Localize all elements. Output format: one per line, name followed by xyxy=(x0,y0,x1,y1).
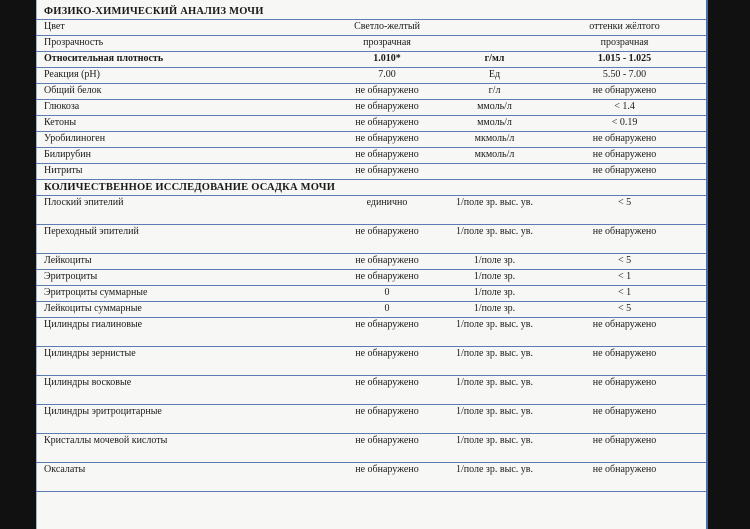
unit-cell: 1/поле зр. выс. ув. xyxy=(446,318,541,347)
reference-range-cell: < 5 xyxy=(541,254,706,270)
reference-range-cell: не обнаружено xyxy=(541,318,706,347)
reference-range-cell: 1.015 - 1.025 xyxy=(541,52,706,68)
unit-cell: 1/поле зр. xyxy=(446,270,541,286)
reference-range-cell: < 0.19 xyxy=(541,116,706,132)
result-value-cell: 1.010* xyxy=(326,52,446,68)
section-title: ФИЗИКО-ХИМИЧЕСКИЙ АНАЛИЗ МОЧИ xyxy=(36,4,706,20)
unit-cell xyxy=(446,20,541,36)
reference-range-cell: < 5 xyxy=(541,196,706,225)
reference-range-cell: не обнаружено xyxy=(541,132,706,148)
result-value-cell: 0 xyxy=(326,302,446,318)
reference-range-cell: не обнаружено xyxy=(541,148,706,164)
result-value-cell: 7.00 xyxy=(326,68,446,84)
result-value-cell: не обнаружено xyxy=(326,116,446,132)
result-value-cell: не обнаружено xyxy=(326,405,446,434)
reference-range-cell: не обнаружено xyxy=(541,463,706,492)
test-name-cell: Эритроциты суммарные xyxy=(36,286,326,302)
table-row xyxy=(36,376,706,405)
test-name-cell: Плоский эпителий xyxy=(36,196,326,225)
table-row xyxy=(36,20,706,36)
unit-cell: 1/поле зр. выс. ув. xyxy=(446,196,541,225)
result-value-cell: не обнаружено xyxy=(326,148,446,164)
unit-cell: г/мл xyxy=(446,52,541,68)
test-name-cell: Нитриты xyxy=(36,164,326,180)
table-row xyxy=(36,434,706,463)
reference-range-cell: не обнаружено xyxy=(541,225,706,254)
result-value-cell: прозрачная xyxy=(326,36,446,52)
table-row xyxy=(36,302,706,318)
unit-cell: 1/поле зр. выс. ув. xyxy=(446,225,541,254)
test-name-cell: Билирубин xyxy=(36,148,326,164)
unit-cell xyxy=(446,164,541,180)
reference-range-cell: < 5 xyxy=(541,302,706,318)
result-value-cell: не обнаружено xyxy=(326,132,446,148)
table-row xyxy=(36,148,706,164)
result-value-cell: 0 xyxy=(326,286,446,302)
reference-range-cell: 5.50 - 7.00 xyxy=(541,68,706,84)
test-name-cell: Общий белок xyxy=(36,84,326,100)
unit-cell: г/л xyxy=(446,84,541,100)
test-name-cell: Цвет xyxy=(36,20,326,36)
unit-cell: мкмоль/л xyxy=(446,148,541,164)
result-value-cell: не обнаружено xyxy=(326,318,446,347)
unit-cell: мкмоль/л xyxy=(446,132,541,148)
urinalysis-table xyxy=(36,4,706,492)
table-row xyxy=(36,270,706,286)
reference-range-cell: не обнаружено xyxy=(541,376,706,405)
test-name-cell: Переходный эпителий xyxy=(36,225,326,254)
reference-range-cell: оттенки жёлтого xyxy=(541,20,706,36)
unit-cell: 1/поле зр. xyxy=(446,254,541,270)
test-name-cell: Уробилиноген xyxy=(36,132,326,148)
test-name-cell: Цилиндры восковые xyxy=(36,376,326,405)
table-row xyxy=(36,318,706,347)
test-name-cell: Оксалаты xyxy=(36,463,326,492)
reference-range-cell: < 1 xyxy=(541,286,706,302)
table-row xyxy=(36,68,706,84)
test-name-cell: Кетоны xyxy=(36,116,326,132)
lab-report-page xyxy=(36,0,708,529)
result-value-cell: не обнаружено xyxy=(326,164,446,180)
table-row xyxy=(36,52,706,68)
result-value-cell: не обнаружено xyxy=(326,270,446,286)
page-right-border xyxy=(706,0,708,529)
table-row xyxy=(36,84,706,100)
test-name-cell: Глюкоза xyxy=(36,100,326,116)
test-name-cell: Эритроциты xyxy=(36,270,326,286)
table-row xyxy=(36,196,706,225)
test-name-cell: Относительная плотность xyxy=(36,52,326,68)
test-name-cell: Цилиндры зернистые xyxy=(36,347,326,376)
reference-range-cell: не обнаружено xyxy=(541,347,706,376)
result-value-cell: не обнаружено xyxy=(326,376,446,405)
table-row xyxy=(36,286,706,302)
test-name-cell: Лейкоциты суммарные xyxy=(36,302,326,318)
unit-cell: Ед xyxy=(446,68,541,84)
result-value-cell: не обнаружено xyxy=(326,84,446,100)
section-title: КОЛИЧЕСТВЕННОЕ ИССЛЕДОВАНИЕ ОСАДКА МОЧИ xyxy=(36,180,706,196)
unit-cell: 1/поле зр. выс. ув. xyxy=(446,405,541,434)
result-value-cell: Светло-желтый xyxy=(326,20,446,36)
table-row xyxy=(36,347,706,376)
result-value-cell: не обнаружено xyxy=(326,225,446,254)
reference-range-cell: < 1.4 xyxy=(541,100,706,116)
section-header-row xyxy=(36,180,706,196)
test-name-cell: Реакция (pH) xyxy=(36,68,326,84)
reference-range-cell: не обнаружено xyxy=(541,434,706,463)
unit-cell: 1/поле зр. выс. ув. xyxy=(446,376,541,405)
result-value-cell: не обнаружено xyxy=(326,463,446,492)
test-name-cell: Кристаллы мочевой кислоты xyxy=(36,434,326,463)
reference-range-cell: не обнаружено xyxy=(541,164,706,180)
test-name-cell: Лейкоциты xyxy=(36,254,326,270)
test-name-cell: Прозрачность xyxy=(36,36,326,52)
unit-cell: 1/поле зр. выс. ув. xyxy=(446,434,541,463)
table-row xyxy=(36,132,706,148)
section-header-row xyxy=(36,4,706,20)
table-row xyxy=(36,164,706,180)
table-row xyxy=(36,116,706,132)
table-row xyxy=(36,100,706,116)
result-value-cell: не обнаружено xyxy=(326,100,446,116)
unit-cell: 1/поле зр. выс. ув. xyxy=(446,463,541,492)
test-name-cell: Цилиндры гиалиновые xyxy=(36,318,326,347)
result-value-cell: не обнаружено xyxy=(326,254,446,270)
reference-range-cell: < 1 xyxy=(541,270,706,286)
result-value-cell: не обнаружено xyxy=(326,347,446,376)
unit-cell: 1/поле зр. выс. ув. xyxy=(446,347,541,376)
unit-cell: ммоль/л xyxy=(446,100,541,116)
test-name-cell: Цилиндры эритроцитарные xyxy=(36,405,326,434)
table-row xyxy=(36,225,706,254)
reference-range-cell: прозрачная xyxy=(541,36,706,52)
table-row xyxy=(36,405,706,434)
result-value-cell: не обнаружено xyxy=(326,434,446,463)
unit-cell: ммоль/л xyxy=(446,116,541,132)
reference-range-cell: не обнаружено xyxy=(541,405,706,434)
table-row xyxy=(36,36,706,52)
unit-cell xyxy=(446,36,541,52)
unit-cell: 1/поле зр. xyxy=(446,286,541,302)
reference-range-cell: не обнаружено xyxy=(541,84,706,100)
result-value-cell: единично xyxy=(326,196,446,225)
unit-cell: 1/поле зр. xyxy=(446,302,541,318)
table-row xyxy=(36,463,706,492)
table-row xyxy=(36,254,706,270)
